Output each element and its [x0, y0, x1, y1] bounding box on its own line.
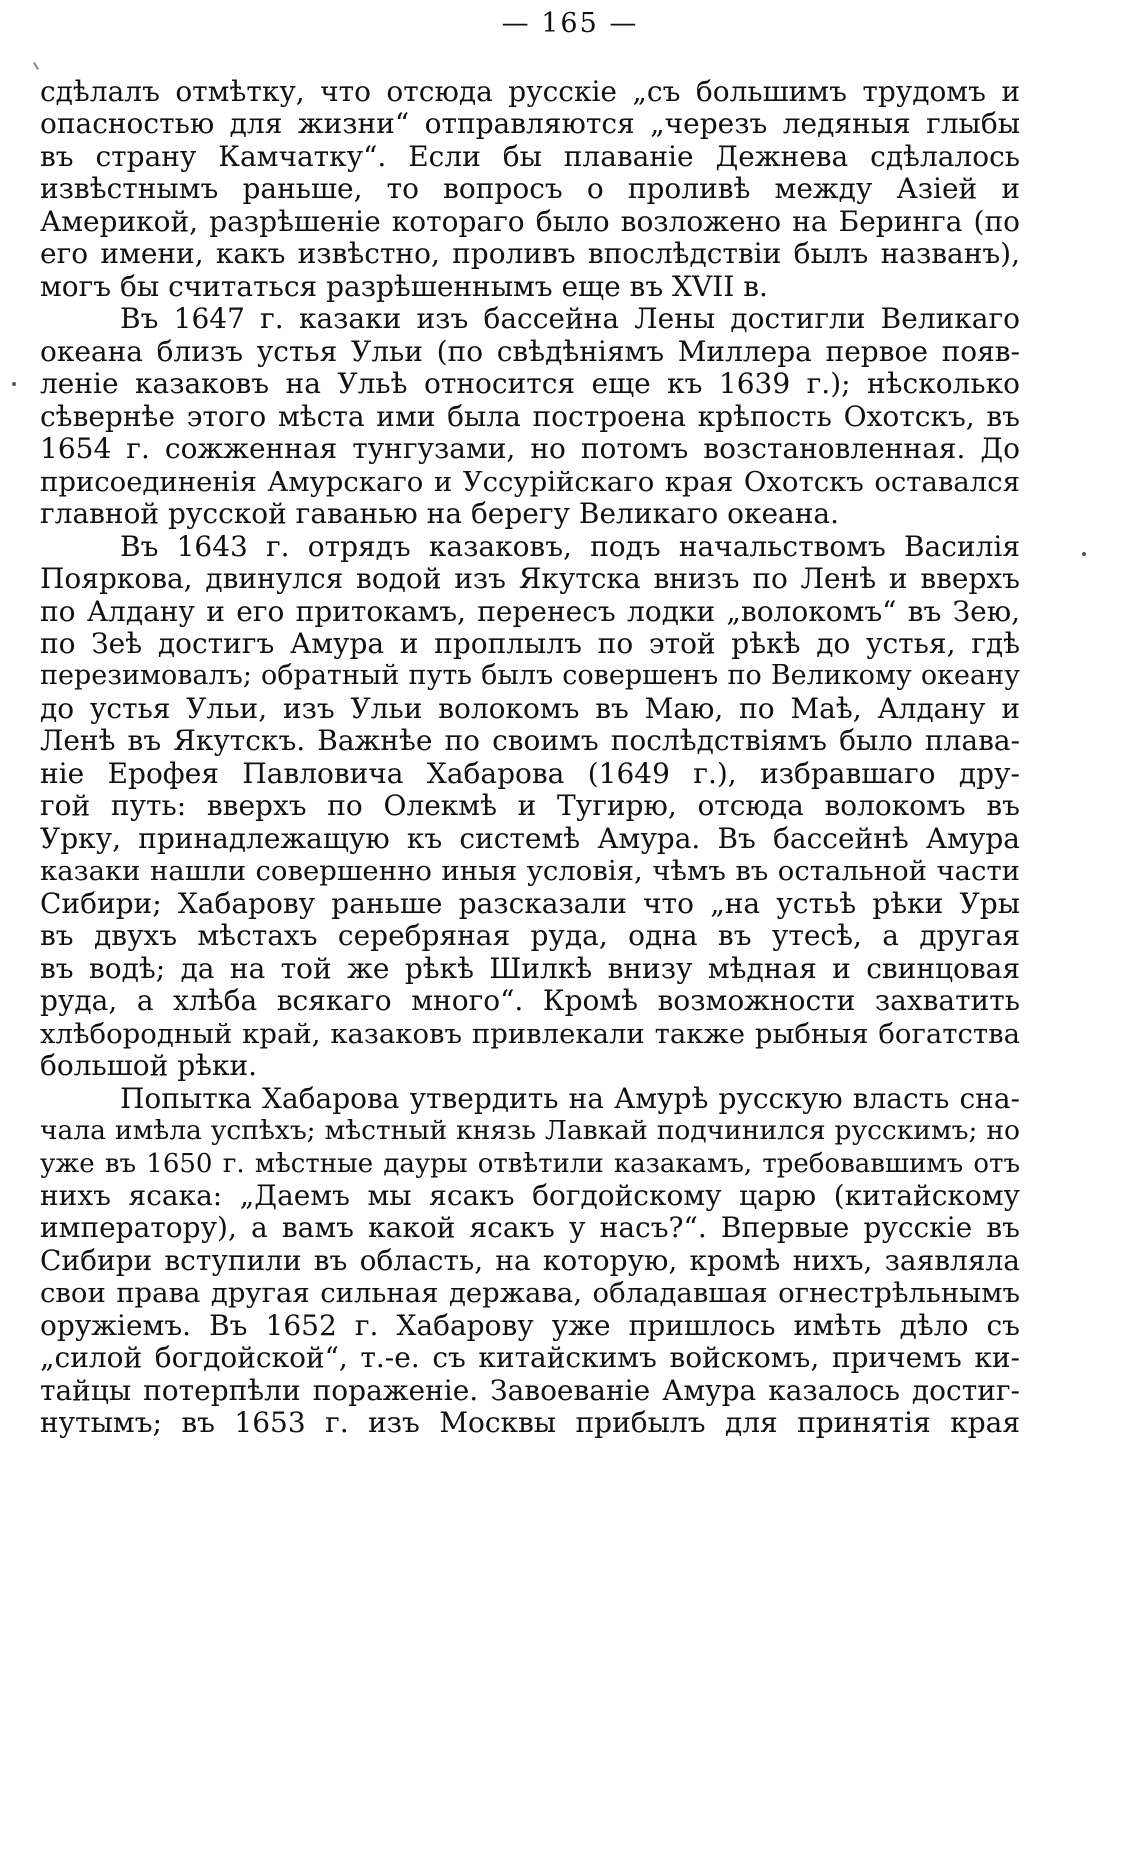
text-line: 1654 г. сожженная тунгузами, но потомъ возстановленная. До — [40, 432, 1020, 466]
text-line: Америкой, разрѣшеніе котораго было возложено на Беринга (по — [40, 204, 1020, 238]
text-line: Урку, принадлежащую къ системѣ Амура. Въ бассейнѣ Амура — [40, 821, 1020, 855]
text-line: извѣстнымъ раньше, то вопросъ о проливѣ между Азіей и — [40, 172, 1020, 206]
text-line: по Алдану и его притокамъ, перенесъ лодки „волокомъ“ въ Зею, — [40, 594, 1020, 628]
text-line: нихъ ясака: „Даемъ мы ясакъ богдойскому царю (китайскому — [40, 1178, 1020, 1212]
text-line: Въ 1643 г. отрядъ казаковъ, подъ начальствомъ Василія — [120, 529, 1020, 563]
text-line: Пояркова, двинулся водой изъ Якутска внизъ по Ленѣ и вверхъ — [40, 562, 1020, 596]
text-line: могъ бы считаться разрѣшеннымъ еще въ XVII в. — [40, 269, 768, 303]
text-line: по Зеѣ достигъ Амура и проплылъ по этой рѣкѣ до устья, гдѣ — [40, 626, 1020, 660]
text-line: присоединенія Амурскаго и Уссурійскаго края Охотскъ оставался — [40, 465, 1020, 498]
text-line: Сибири; Хабарову раньше разсказали что „на устьѣ рѣки Уры — [40, 886, 1020, 920]
text-line: опасностью для жизни“ отправляются „черезъ ледяныя глыбы — [40, 107, 1020, 141]
text-line: до устья Ульи, изъ Ульи волокомъ въ Маю, по Маѣ, Алдану и — [40, 691, 1020, 725]
text-line: сѣвернѣе этого мѣста ими была построена крѣпость Охотскъ, въ — [40, 399, 1020, 433]
text-line: леніе казаковъ на Ульѣ относится еще къ 1639 г.); нѣсколько — [40, 367, 1020, 401]
text-line: большой рѣки. — [40, 1049, 258, 1083]
text-line: Ленѣ въ Якутскъ. Важнѣе по своимъ послѣдствіямъ было плава- — [40, 724, 1020, 758]
text-line: перезимовалъ; обратный путь былъ совершенъ по Великому океану — [40, 660, 1020, 692]
text-line: Сибири вступили въ область, на которую, кромѣ нихъ, заявляла — [40, 1243, 1020, 1277]
text-line: главной русской гаванью на берегу Великаго океана. — [40, 497, 839, 531]
text-line: ніе Ерофея Павловича Хабарова (1649 г.), избравшаго дру- — [40, 756, 1020, 790]
text-line: въ двухъ мѣстахъ серебряная руда, одна въ утесѣ, а другая — [40, 919, 1020, 953]
text-line: въ водѣ; да на той же рѣкѣ Шилкѣ внизу мѣдная и свинцовая — [40, 951, 1020, 985]
text-line: океана близъ устья Ульи (по свѣдѣніямъ Миллера первое появ- — [40, 334, 1020, 368]
text-line: сдѣлалъ отмѣтку, что отсюда русскіе „съ большимъ трудомъ и — [40, 75, 1020, 108]
text-line: „силой богдойской“, т.-е. съ китайскимъ войскомъ, причемъ ки- — [40, 1341, 1020, 1375]
text-line: его имени, какъ извѣстно, проливъ впослѣдствіи былъ названъ), — [40, 237, 1020, 271]
paper-speck — [12, 382, 16, 386]
text-line: Въ 1647 г. казаки изъ бассейна Лены достигли Великаго — [120, 302, 1020, 336]
text-line: оружіемъ. Въ 1652 г. Хабарову уже пришлось имѣть дѣло съ — [40, 1308, 1020, 1342]
paper-mark — [33, 62, 39, 70]
text-line: нутымъ; въ 1653 г. изъ Москвы прибылъ для принятія края — [40, 1406, 1020, 1440]
text-line: тайцы потерпѣли пораженіе. Завоеваніе Амура казалось достиг- — [40, 1373, 1020, 1407]
text-line: въ страну Камчатку“. Если бы плаваніе Дежнева сдѣлалось — [40, 139, 1020, 173]
paper-speck — [1082, 552, 1086, 556]
text-line: руда, а хлѣба всякаго много“. Кромѣ возможности захватить — [40, 984, 1020, 1018]
text-line: хлѣбородный край, казаковъ привлекали также рыбныя богатства — [40, 1017, 1020, 1050]
page-number: — 165 — — [501, 8, 639, 39]
text-line: свои права другая сильная держава, обладавшая огнестрѣльнымъ — [40, 1277, 1020, 1310]
text-line: императору), а вамъ какой ясакъ у насъ?“. Впервые русскіе въ — [40, 1211, 1020, 1245]
text-line: гой путь: вверхъ по Олекмѣ и Тугирю, отсюда волокомъ въ — [40, 789, 1020, 823]
text-line: чала имѣла успѣхъ; мѣстный князь Лавкай подчинился русскимъ; но — [40, 1115, 1020, 1147]
text-line: казаки нашли совершенно иныя условія, чѣмъ въ остальной части — [40, 855, 1020, 888]
text-line: Попытка Хабарова утвердить на Амурѣ русскую власть сна- — [120, 1081, 1020, 1115]
text-line: уже въ 1650 г. мѣстные дауры отвѣтили казакамъ, требовавшимъ отъ — [40, 1148, 1020, 1179]
